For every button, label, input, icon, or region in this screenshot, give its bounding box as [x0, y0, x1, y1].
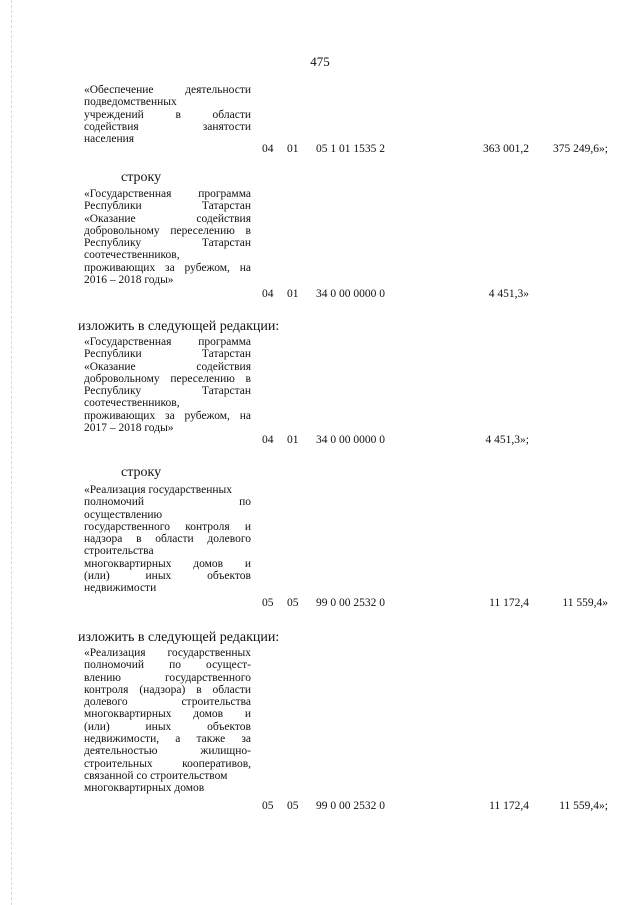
description-line: строительных кооперативов,: [84, 757, 251, 770]
section-code: 05: [262, 800, 274, 812]
target-article-code: 99 0 00 2532 0: [316, 800, 385, 812]
description-line: государственного контроля и: [84, 520, 251, 533]
description-line: недвижимости: [84, 582, 157, 595]
description-line: «Государственная программа: [84, 336, 251, 348]
description-line: деятельностью жилищно-: [84, 745, 251, 758]
description-line: «Реализация государственных: [84, 484, 232, 496]
amount-first-year: 363 001,2: [483, 143, 529, 155]
row-description: [84, 84, 251, 145]
description-line: связанной со строительством: [84, 769, 228, 782]
description-line: Республики Татарстан: [84, 348, 251, 361]
description-line: (или) иных объектов: [84, 570, 251, 583]
subsection-code: 01: [287, 434, 299, 446]
description-line: «Оказание содействия: [84, 212, 251, 225]
section-code: 04: [262, 143, 274, 155]
page-number: 475: [310, 54, 330, 69]
amount-second-year: 11 559,4»;: [559, 800, 608, 812]
description-line: 2016 – 2018 годы»: [84, 274, 174, 287]
description-line: проживающих за рубежом, на: [84, 261, 251, 274]
description-line: контроля (надзора) в области: [84, 683, 251, 696]
description-line: проживающих за рубежом, на: [84, 409, 251, 422]
description-line: долевого строительства: [84, 696, 251, 709]
description-line: Республику Татарстан: [84, 237, 251, 250]
subsection-code: 05: [287, 800, 299, 812]
description-line: соотечественников,: [84, 249, 180, 262]
description-line: многоквартирных домов и: [84, 557, 251, 570]
description-line: населения: [84, 133, 135, 146]
description-line: «Обеспечение деятельности: [84, 84, 251, 96]
amount-first-year: 4 451,3»: [488, 288, 529, 300]
description-line: «Оказание содействия: [84, 360, 251, 373]
section-code: 05: [262, 597, 274, 609]
description-line: 2017 – 2018 годы»: [84, 422, 174, 435]
description-line: «Реализация государственных: [84, 647, 251, 659]
section-code: 04: [262, 288, 274, 300]
target-article-code: 34 0 00 0000 0: [316, 288, 385, 300]
row-description: [84, 647, 251, 795]
description-line: Республику Татарстан: [84, 385, 251, 398]
amount-second-year: 11 559,4»: [562, 597, 608, 609]
subsection-code: 05: [287, 597, 299, 609]
target-article-code: 99 0 00 2532 0: [316, 597, 385, 609]
description-line: соотечественников,: [84, 397, 180, 410]
subsection-code: 01: [287, 288, 299, 300]
subsection-code: 01: [287, 143, 299, 155]
description-line: содействия занятости: [84, 120, 251, 133]
amount-first-year: 11 172,4: [489, 800, 529, 812]
description-line: Республики Татарстан: [84, 200, 251, 213]
target-article-code: 34 0 00 0000 0: [316, 434, 385, 446]
amount-second-year: 375 249,6»;: [553, 143, 608, 155]
target-article-code: 05 1 01 1535 2: [316, 143, 385, 155]
description-line: строительства: [84, 545, 154, 558]
description-line: надзора в области долевого: [84, 533, 251, 546]
description-line: учреждений в области: [84, 108, 251, 121]
instruction-label: строку: [121, 465, 162, 480]
instruction-label: изложить в следующей редакции:: [78, 319, 280, 334]
description-line: недвижимости, а также за: [84, 733, 251, 746]
description-line: влению государственного: [84, 671, 251, 684]
description-line: осуществлению: [84, 508, 163, 521]
section-code: 04: [262, 434, 274, 446]
description-line: «Государственная программа: [84, 188, 251, 200]
instruction-label: изложить в следующей редакции:: [78, 630, 280, 645]
description-line: полномочий по осущест-: [84, 659, 251, 672]
description-line: добровольному переселению в: [84, 224, 251, 237]
description-line: подведомственных: [84, 96, 177, 109]
description-line: (или) иных объектов: [84, 720, 251, 733]
row-description: [84, 336, 251, 434]
description-line: полномочий по: [84, 496, 251, 509]
instruction-label: строку: [121, 170, 162, 185]
description-line: многоквартирных домов и: [84, 708, 251, 721]
row-description: [84, 484, 251, 595]
binding-margin-line: [11, 0, 13, 905]
description-line: добровольному переселению в: [84, 372, 251, 385]
amount-first-year: 4 451,3»;: [485, 434, 529, 446]
amount-first-year: 11 172,4: [489, 597, 529, 609]
row-description: [84, 188, 251, 286]
description-line: многоквартирных домов: [84, 782, 205, 795]
